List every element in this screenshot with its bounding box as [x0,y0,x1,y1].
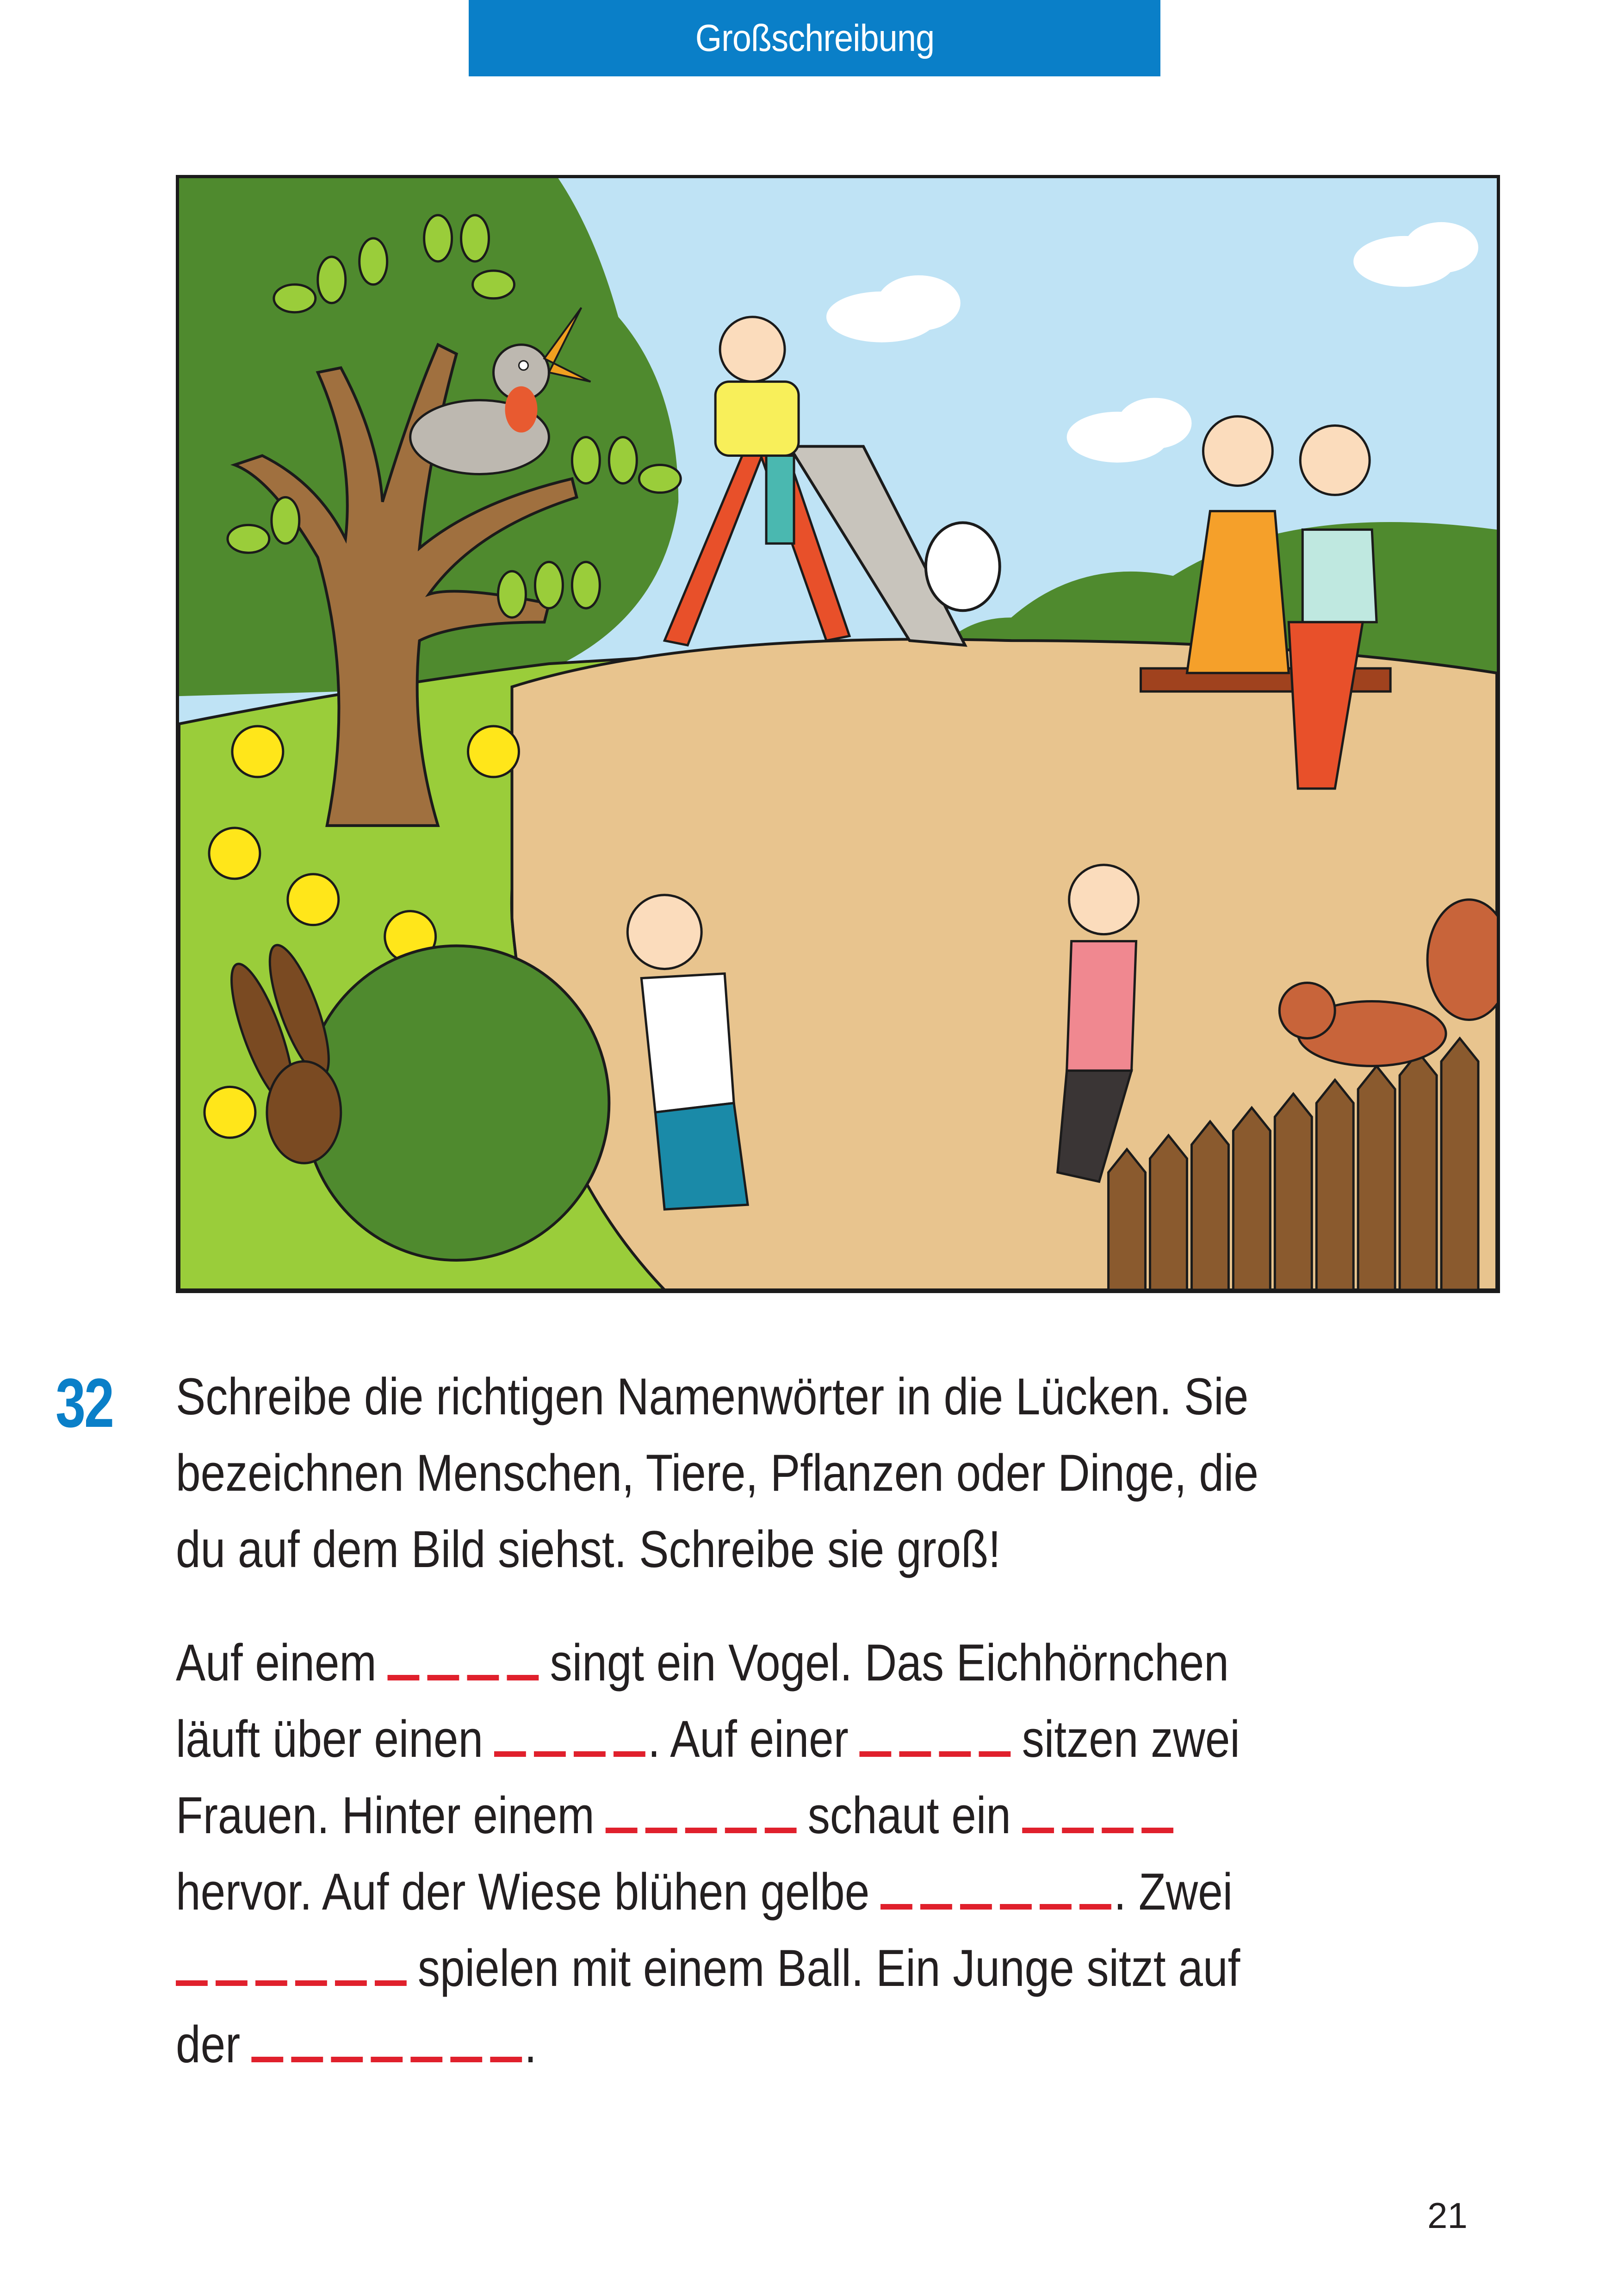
answer-blank-rutsche[interactable] [251,2006,522,2053]
cloze-line: spielen mit einem Ball. Ein Junge sitzt auf [176,1930,1240,2006]
answer-blank-zaun[interactable] [494,1701,645,1747]
bush-icon [304,946,609,1260]
cloze-line: Frauen. Hinter einem schaut ein [176,1777,1240,1854]
cloze-text [176,1624,1240,2083]
instruction-line: bezeichnen Menschen, Tiere, Pflanzen oder Dinge, die [176,1444,1258,1502]
park-illustration [176,175,1500,1293]
cloze-line: hervor. Auf der Wiese blühen gelbe . Zwei [176,1854,1240,1930]
task-instruction [176,1358,1258,1587]
ball-icon [926,523,1000,610]
answer-blank-busch[interactable] [606,1777,797,1823]
answer-blank-bank[interactable] [860,1701,1011,1747]
instruction-line: Schreibe die richtigen Namenwörter in die Lücken. Sie [176,1368,1249,1425]
section-title: Großschreibung [695,17,934,59]
page-number: 21 [1427,2195,1468,2236]
answer-blank-hase[interactable] [1022,1777,1173,1823]
answer-blank-blumen[interactable] [880,1854,1111,1900]
park-scene-image [179,178,1497,1290]
answer-blank-baum[interactable] [388,1624,539,1671]
cloze-line: Auf einem singt ein Vogel. Das Eichhörnchen [176,1624,1240,1701]
cloze-line: läuft über einen . Auf einer sitzen zwei [176,1701,1240,1777]
answer-blank-kinder[interactable] [176,1930,407,1976]
section-header-bar [469,0,1160,76]
instruction-line: du auf dem Bild siehst. Schreibe sie groß! [176,1520,1001,1578]
cloze-line: der . [176,2006,1240,2083]
task-number: 32 [56,1364,113,1442]
